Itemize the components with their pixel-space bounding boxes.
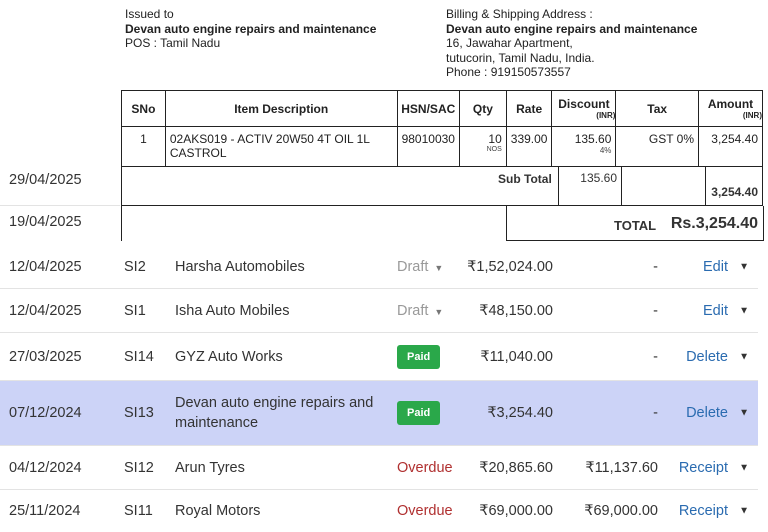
item-amount: 3,254.40 xyxy=(699,127,763,167)
invoice-row-si12[interactable] xyxy=(0,446,758,490)
edit-link[interactable]: Edit xyxy=(703,258,728,275)
billing-line: 16, Jawahar Apartment, xyxy=(446,36,573,50)
caret-down-icon[interactable]: ▼ xyxy=(739,305,749,316)
row-amount: ₹48,150.00 xyxy=(479,302,553,319)
status-label: Draft xyxy=(397,258,429,275)
total-label: TOTAL xyxy=(614,218,657,233)
row-date: 07/12/2024 xyxy=(9,405,82,421)
subtotal-row xyxy=(121,166,763,206)
subtotal-label: Sub Total xyxy=(498,172,552,186)
row-amount: ₹3,254.40 xyxy=(487,405,553,421)
row-amount: ₹11,040.00 xyxy=(480,348,553,365)
status-badge xyxy=(397,401,440,425)
invoice-row-si1[interactable] xyxy=(0,289,758,333)
issued-to-label: Issued to xyxy=(125,7,174,21)
items-table xyxy=(121,90,763,167)
pos-label: POS : Tamil Nadu xyxy=(125,36,221,50)
row-balance: ₹11,137.60 xyxy=(585,459,658,476)
row-amount: ₹69,000.00 xyxy=(479,503,553,519)
status-badge xyxy=(397,345,440,369)
paid-badge: Paid xyxy=(397,401,440,425)
row-date: 25/11/2024 xyxy=(9,503,81,519)
delete-link[interactable]: Delete xyxy=(686,405,728,421)
col-sno: SNo xyxy=(122,91,166,127)
total-box xyxy=(506,206,764,241)
item-rate: 339.00 xyxy=(506,127,552,167)
receipt-link[interactable]: Receipt xyxy=(678,503,728,519)
col-qty: Qty xyxy=(459,91,506,127)
col-tax: Tax xyxy=(616,91,699,127)
col-amount: Amount (INR) xyxy=(699,91,763,127)
row-balance: - xyxy=(653,258,658,275)
billing-phone: Phone : 919150573557 xyxy=(446,65,571,79)
col-desc: Item Description xyxy=(165,91,397,127)
row-customer: Arun Tyres xyxy=(175,459,245,476)
caret-down-icon[interactable]: ▼ xyxy=(739,351,749,362)
total-row xyxy=(121,206,763,241)
row-invoice-number: SI11 xyxy=(124,503,153,519)
invoice-preview xyxy=(120,0,764,245)
row-divider xyxy=(0,205,120,206)
row-customer: Royal Motors xyxy=(175,503,261,519)
row-date: 04/12/2024 xyxy=(9,459,82,476)
row-amount: ₹1,52,024.00 xyxy=(467,258,553,275)
row-balance: - xyxy=(653,348,658,365)
item-sno: 1 xyxy=(122,127,166,167)
row-balance: - xyxy=(653,405,658,421)
issued-to-block xyxy=(125,7,376,51)
paid-badge: Paid xyxy=(397,345,440,369)
item-discount: 135.60 4% xyxy=(552,127,616,167)
status-dropdown[interactable] xyxy=(397,259,443,275)
caret-down-icon[interactable]: ▼ xyxy=(739,407,749,419)
status-dropdown[interactable] xyxy=(397,303,443,319)
total-value: Rs.3,254.40 xyxy=(670,215,758,232)
row-invoice-number: SI1 xyxy=(124,302,146,319)
invoice-row-si14[interactable] xyxy=(0,333,758,381)
billing-address-block xyxy=(446,7,697,80)
status-label: Draft xyxy=(397,302,429,319)
edit-link[interactable]: Edit xyxy=(703,302,728,319)
caret-down-icon[interactable]: ▼ xyxy=(739,462,749,473)
status-label: Overdue xyxy=(397,503,453,519)
row-date: 12/04/2025 xyxy=(9,302,82,319)
row-customer: Devan auto engine repairs and maintenance xyxy=(175,395,374,431)
row-customer: Harsha Automobiles xyxy=(175,258,305,275)
invoice-row-si2[interactable] xyxy=(0,245,758,289)
row-date: 19/04/2025 xyxy=(9,214,82,230)
row-amount: ₹20,865.60 xyxy=(479,459,553,476)
status-label: Overdue xyxy=(397,459,453,476)
subtotal-amount: 3,254.40 xyxy=(711,185,758,199)
col-hsn: HSN/SAC xyxy=(397,91,459,127)
col-discount: Discount (INR) xyxy=(552,91,616,127)
delete-link[interactable]: Delete xyxy=(686,348,728,365)
item-hsn: 98010030 xyxy=(397,127,459,167)
row-date: 27/03/2025 xyxy=(9,348,82,365)
issued-to-name: Devan auto engine repairs and maintenance xyxy=(125,21,377,36)
row-balance: - xyxy=(653,302,658,319)
invoice-row-si13[interactable] xyxy=(0,381,758,446)
row-date: 12/04/2025 xyxy=(9,258,82,275)
billing-name: Devan auto engine repairs and maintenance xyxy=(446,21,698,36)
item-qty: 10 NOS xyxy=(459,127,506,167)
item-desc: 02AKS019 - ACTIV 20W50 4T OIL 1L CASTROL xyxy=(165,127,397,167)
billing-label: Billing & Shipping Address : xyxy=(446,7,593,21)
subtotal-discount: 135.60 xyxy=(558,166,622,205)
row-invoice-number: SI13 xyxy=(124,405,154,421)
row-invoice-number: SI2 xyxy=(124,258,146,275)
billing-line: tutucorin, Tamil Nadu, India. xyxy=(446,50,595,65)
invoice-row-si11[interactable] xyxy=(0,490,758,532)
caret-down-icon[interactable]: ▼ xyxy=(739,261,749,272)
table-header xyxy=(122,91,763,127)
item-tax: GST 0% xyxy=(616,127,699,167)
row-customer: Isha Auto Mobiles xyxy=(175,302,290,319)
caret-down-icon[interactable]: ▼ xyxy=(739,505,749,517)
row-customer: GYZ Auto Works xyxy=(175,348,283,365)
row-balance: ₹69,000.00 xyxy=(584,503,658,519)
caret-down-icon: ▼ xyxy=(434,262,444,273)
row-date: 29/04/2025 xyxy=(9,172,82,188)
subtotal-amount-cell xyxy=(705,166,763,205)
table-row xyxy=(122,127,763,167)
receipt-link[interactable]: Receipt xyxy=(678,459,728,476)
row-invoice-number: SI12 xyxy=(124,459,154,476)
row-invoice-number: SI14 xyxy=(124,348,154,365)
col-rate: Rate xyxy=(506,91,552,127)
caret-down-icon: ▼ xyxy=(434,306,444,317)
